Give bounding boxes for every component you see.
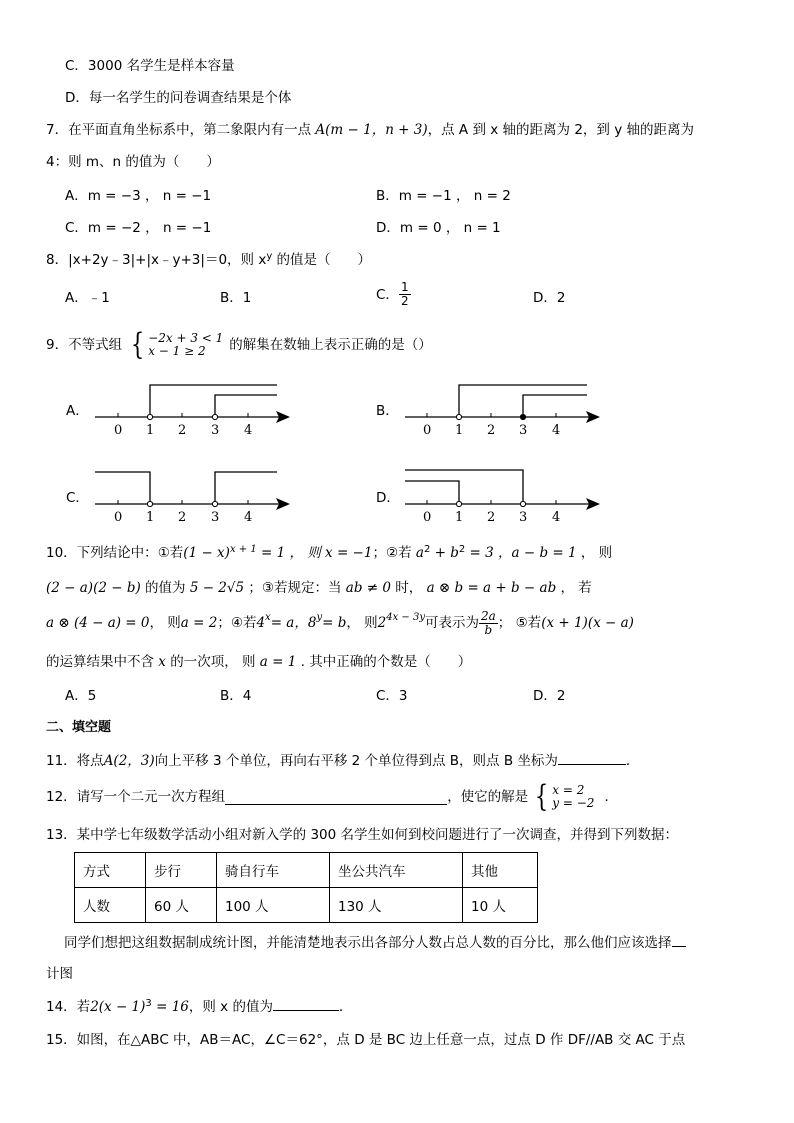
q9-number-line-b <box>400 375 610 440</box>
q10-text: 可表示为 <box>424 615 479 631</box>
tick-label-0: 0 <box>114 510 123 525</box>
q10-option-a: A．5 <box>65 688 97 704</box>
q8-option-c-fraction <box>399 281 411 308</box>
tick-label-1: 1 <box>455 423 464 438</box>
tick-label-4: 4 <box>244 510 253 525</box>
q12-stem <box>46 780 618 814</box>
q10-option-c: C．3 <box>376 688 408 704</box>
table-cell: 10 人 <box>463 888 538 923</box>
table-cell: 方式 <box>75 853 146 888</box>
table-row <box>75 853 538 888</box>
brace-icon: { <box>535 779 549 814</box>
q10-line1 <box>46 543 612 565</box>
tick-label-0: 0 <box>423 423 432 438</box>
q11-answer-blank[interactable] <box>558 750 626 765</box>
fraction-denominator: 2 <box>400 294 409 308</box>
q11-stem <box>46 750 639 771</box>
q9-number-line-a <box>90 375 300 440</box>
table-row <box>75 888 538 923</box>
q10-line3 <box>46 606 634 640</box>
q7-stem-line2: 4：则 m、n 的值为（ ） <box>46 154 220 170</box>
q14-exponent: 3 <box>145 998 152 1009</box>
q11-point: A(2，3) <box>103 753 155 769</box>
q10-item-2: ；②若 <box>372 545 416 561</box>
q10-text: ， 若 <box>556 580 592 596</box>
q7-option-d: D．m = 0 ， n = 1 <box>376 220 501 236</box>
fraction-denominator: b <box>484 622 493 637</box>
section-heading-fill-in: 二、填空题 <box>46 720 112 735</box>
q12-solution-system <box>532 779 595 814</box>
q10-exponent: x + 1 <box>229 544 257 555</box>
q10-text: ， 则 <box>346 615 378 631</box>
q12-solution-x: x = 2 <box>552 783 585 797</box>
q10-math: (2 − a)(2 − b) <box>46 580 141 596</box>
q8-stem <box>46 250 371 272</box>
q10-item-5: ； ⑤若 <box>497 615 542 631</box>
tick-label-4: 4 <box>552 510 561 525</box>
q10-item-1: ①若 <box>157 545 184 561</box>
table-cell: 人数 <box>75 888 146 923</box>
q9-stem <box>46 327 432 362</box>
q10-option-b: B．4 <box>220 688 252 704</box>
q10-fraction <box>479 610 498 637</box>
q13-stem: 13．某中学七年级数学活动小组对新入学的 300 名学生如何到校问题进行了一次调查，并得到下列数据： <box>46 827 679 843</box>
q9-label-c: C． <box>66 490 89 506</box>
brace-icon: { <box>130 327 145 362</box>
q10-exponent: x <box>265 612 271 623</box>
table-cell: 骑自行车 <box>217 853 330 888</box>
tick-label-3: 3 <box>211 510 220 525</box>
tick-label-2: 2 <box>178 423 187 438</box>
tick-label-0: 0 <box>423 510 432 525</box>
q10-text: 的一次项， 则 <box>165 654 260 670</box>
q10-math: x = −1 <box>325 545 373 561</box>
q10-math: (x + 1)(x − a) <box>541 615 634 631</box>
q10-math: a = 1 <box>259 654 297 670</box>
q10-math: 2 <box>377 615 387 631</box>
q10-text: ， 则 <box>576 545 613 561</box>
q7-option-a: A．m = −3 ， n = −1 <box>65 188 212 204</box>
q12-end: ． <box>604 789 618 805</box>
q10-math: = b <box>322 615 347 631</box>
q14-math: = 16 <box>151 999 189 1015</box>
q14-math: 2(x − 1) <box>90 999 146 1015</box>
q10-stem-text: 10．下列结论中： <box>46 545 158 561</box>
q10-math: a = 2 <box>180 615 218 631</box>
q9-stem-text: 9．不等式组 <box>46 337 123 353</box>
q14-text-2: ，则 x 的值为 <box>188 999 273 1015</box>
tick-label-1: 1 <box>455 510 464 525</box>
tick-label-2: 2 <box>487 510 496 525</box>
q9-label-d: D． <box>376 490 400 506</box>
q10-text: 时， <box>390 580 427 596</box>
q8-option-a: A．﹣1 <box>65 290 110 306</box>
q10-math: x <box>158 654 166 670</box>
q9-number-line-d <box>400 462 610 527</box>
q13-follow-line1 <box>64 932 686 953</box>
q9-inequality-1: −2x + 3 < 1 <box>148 331 224 345</box>
q10-math: 4 <box>256 615 266 631</box>
q10-exponent: 4x − 3y <box>386 612 425 623</box>
q14-answer-blank[interactable] <box>273 996 339 1011</box>
q10-text: 的运算结果中不含 <box>46 654 159 670</box>
q7-stem-line1 <box>46 120 694 140</box>
tick-label-1: 1 <box>146 423 155 438</box>
q7-option-c: C．m = −2 ， n = −1 <box>65 220 212 236</box>
q7-point: A(m − 1，n + 3) <box>315 122 428 138</box>
q8-option-c <box>376 281 411 308</box>
q9-stem-end: 的解集在数轴上表示正确的是（） <box>229 337 432 353</box>
q12-text: 12．请写一个二元一次方程组 <box>46 789 226 805</box>
q10-math: (1 − x) <box>183 545 230 561</box>
q10-math: a ⊗ b = a + b − ab <box>426 580 557 596</box>
table-cell: 坐公共汽车 <box>330 853 463 888</box>
q10-exponent: 2 <box>458 544 466 555</box>
q8-exponent: y <box>266 251 273 262</box>
q9-inequality-2: x − 1 ≥ 2 <box>148 344 206 358</box>
q10-item-4: ；④若 <box>217 615 257 631</box>
q9-inequalities <box>148 332 223 358</box>
q12-solution-y: y = −2 <box>552 796 595 810</box>
q10-option-d: D．2 <box>533 688 566 704</box>
q11-text-2: 向上平移 3 个单位，再向右平移 2 个单位得到点 B，则点 B 坐标为 <box>154 753 558 769</box>
tick-label-3: 3 <box>519 510 528 525</box>
q13-data-table <box>74 852 538 923</box>
q10-text: 的值为 <box>140 580 190 596</box>
q10-item-3: ；③若规定：当 <box>244 580 346 596</box>
q10-math: a <box>415 545 424 561</box>
q6-option-c: C．3000 名学生是样本容量 <box>65 58 235 74</box>
q14-end: ． <box>338 999 353 1015</box>
q8-stem-end: 的值是（ ） <box>272 252 372 268</box>
q10-text: . 其中正确的个数是（ ） <box>296 654 472 670</box>
table-cell: 100 人 <box>217 888 330 923</box>
q13-follow-line2: 计图 <box>46 966 73 982</box>
table-cell: 步行 <box>146 853 217 888</box>
q9-label-a: A． <box>66 403 89 419</box>
q13-answer-blank[interactable] <box>672 932 686 947</box>
q10-math: + b <box>430 545 459 561</box>
fraction-numerator: 1 <box>400 280 409 294</box>
q11-end: ． <box>625 753 640 769</box>
fraction-numerator: 2a <box>480 608 496 623</box>
q10-exponent: 2 <box>423 544 431 555</box>
q9-number-line-c <box>90 462 300 527</box>
q10-line2 <box>46 578 592 598</box>
q13-follow-text: 同学们想把这组数据制成统计图，并能清楚地表示出各部分人数占总人数的百分比，那么他们应该选择 <box>64 935 672 951</box>
q8-option-b: B．1 <box>220 290 252 306</box>
q10-math: a ⊗ (4 − a) = 0 <box>46 615 150 631</box>
q10-line4 <box>46 652 471 672</box>
q14-stem <box>46 996 352 1019</box>
tick-label-0: 0 <box>114 423 123 438</box>
q9-inequality-system <box>128 327 224 362</box>
q12-answer-blank[interactable] <box>225 790 447 805</box>
q11-text: 11．将点 <box>46 753 104 769</box>
q10-math: = 3 ，a − b = 1 <box>465 545 577 561</box>
tick-label-3: 3 <box>519 423 528 438</box>
q12-text-2: ，使它的解是 <box>447 789 529 805</box>
table-cell: 60 人 <box>146 888 217 923</box>
q7-stem-text: 7．在平面直角坐标系中，第二象限内有一点 <box>46 122 316 138</box>
tick-label-4: 4 <box>552 423 561 438</box>
q10-exponent: y <box>316 612 323 623</box>
q7-option-b: B．m = −1 ， n = 2 <box>376 188 511 204</box>
q8-option-c-label: C． <box>376 286 399 303</box>
q7-stem-text-2: ，点 A 到 x 轴的距离为 2，到 y 轴的距离为 <box>427 122 694 138</box>
q10-math: = 1 ， 则 <box>256 545 326 561</box>
tick-label-3: 3 <box>211 423 220 438</box>
tick-label-1: 1 <box>146 510 155 525</box>
tick-label-2: 2 <box>487 423 496 438</box>
q15-stem: 15．如图，在△ABC 中，AB＝AC，∠C＝62°，点 D 是 BC 边上任意一点，过点 D 作 DF//AB 交 AC 于点 <box>46 1032 686 1048</box>
q10-text: ， 则 <box>149 615 181 631</box>
q8-stem-text: 8．|x+2y﹣3|+|x﹣y+3|＝0，则 x <box>46 252 267 268</box>
q10-math: ab ≠ 0 <box>345 580 391 596</box>
tick-label-4: 4 <box>244 423 253 438</box>
q14-text: 14．若 <box>46 999 91 1015</box>
tick-label-2: 2 <box>178 510 187 525</box>
q10-math: = a，8 <box>270 615 317 631</box>
table-cell: 其他 <box>463 853 538 888</box>
q6-option-d: D．每一名学生的问卷调查结果是个体 <box>65 90 292 106</box>
q12-solution-rows <box>552 784 594 810</box>
q8-option-d: D．2 <box>533 290 566 306</box>
q10-math: 5 − 2√5 <box>189 580 245 596</box>
q9-label-b: B． <box>376 403 399 419</box>
table-cell: 130 人 <box>330 888 463 923</box>
